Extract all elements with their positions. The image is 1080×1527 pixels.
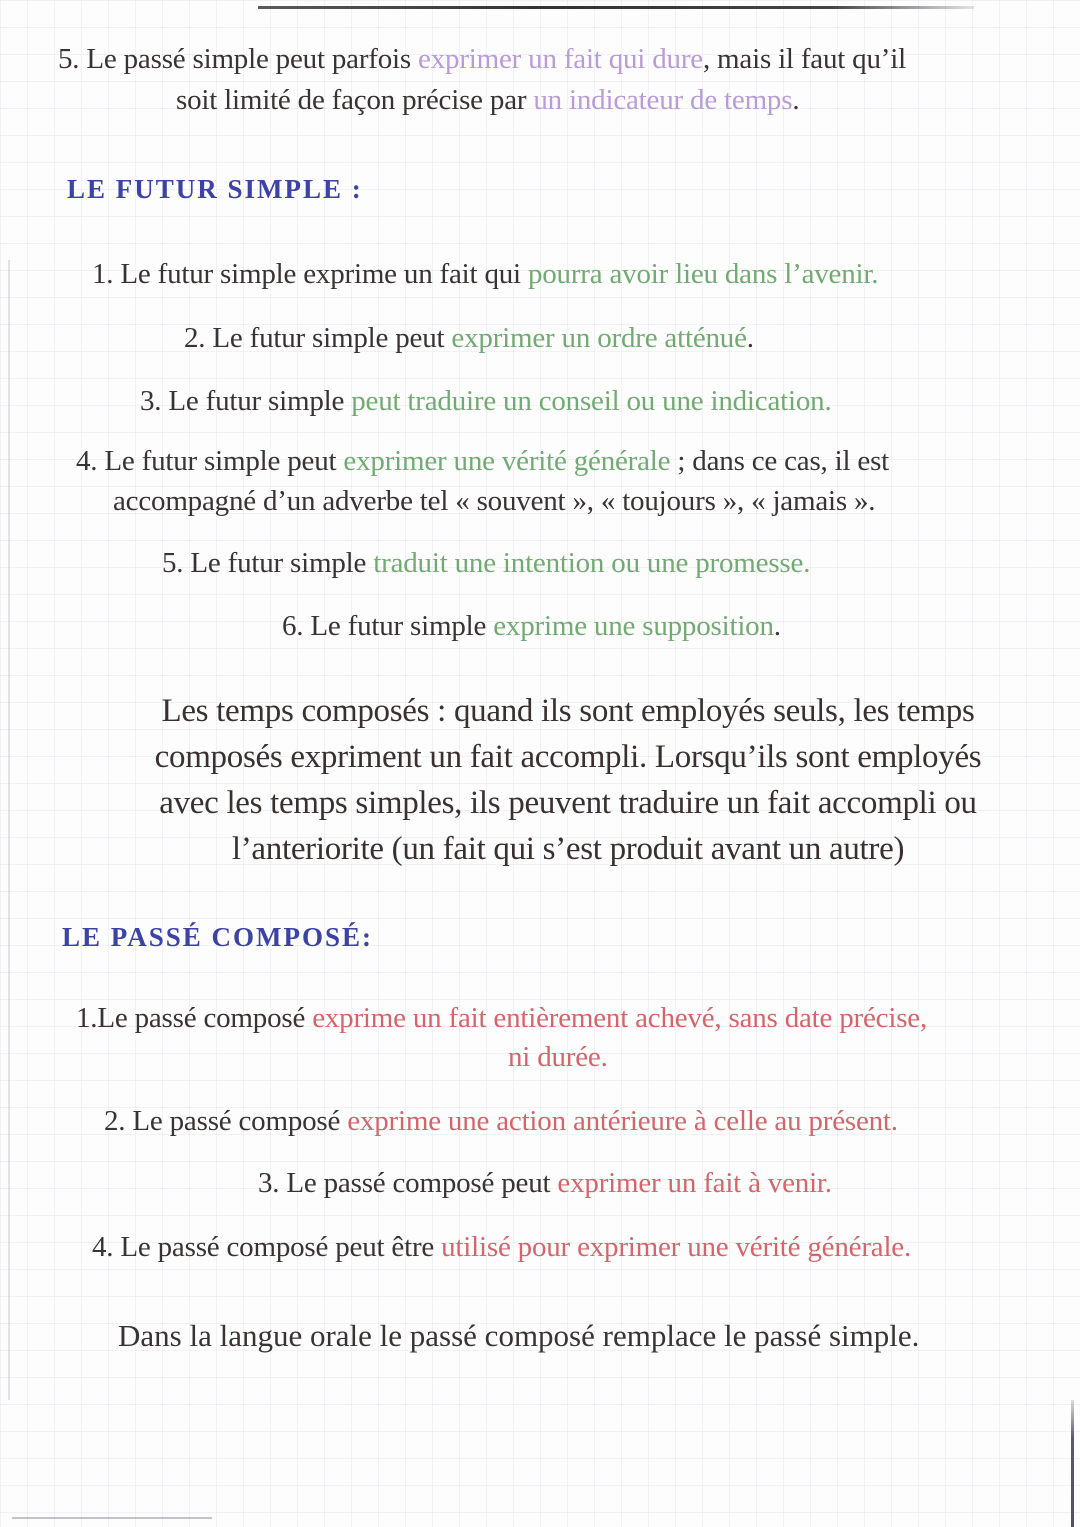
item-end: .: [773, 610, 781, 642]
item-text: 2. Le passé composé: [104, 1105, 348, 1137]
passe-compose-item-4: [92, 1227, 911, 1267]
item-end: .: [746, 322, 754, 354]
passe-compose-item-1-line-2: [508, 1037, 608, 1077]
item-end: .: [871, 258, 879, 290]
passe-compose-item-2: [104, 1101, 898, 1141]
futur-simple-item-1: [92, 254, 878, 294]
top-rule-divider: [258, 6, 974, 9]
item-text: 5. Le passé simple peut parfois: [58, 43, 419, 75]
item-highlight: un indicateur de temps: [533, 84, 793, 116]
item-text: 6. Le futur simple: [282, 610, 494, 642]
futur-simple-item-6: [282, 606, 781, 646]
item-text: 1. Le futur simple exprime un fait qui: [92, 258, 528, 290]
paragraph-line: Les temps composés : quand ils sont employés seuls, les temps: [161, 693, 975, 729]
paragraph-line: l’anteriorite (un fait qui s’est produit avant un autre): [231, 831, 905, 867]
futur-simple-item-5: [162, 543, 810, 583]
item-text: 2. Le futur simple peut: [184, 322, 452, 354]
item-highlight: pourra avoir lieu dans l’avenir: [527, 258, 872, 290]
passe-simple-item-5-line-2: [176, 80, 799, 120]
section-heading-passe-compose: LE PASSÉ COMPOSÉ:: [62, 922, 374, 952]
item-text: accompagné d’un adverbe tel « souvent », « toujours », « jamais ».: [113, 485, 876, 517]
item-text: soit limité de façon précise par: [176, 84, 534, 116]
item-end: .: [824, 385, 832, 417]
item-text: .: [792, 84, 800, 116]
item-text: 5. Le futur simple: [162, 547, 374, 579]
item-text: 3. Le futur simple: [140, 385, 352, 417]
futur-simple-item-2: [184, 318, 754, 358]
item-text: 4. Le futur simple peut: [76, 445, 344, 477]
item-highlight: ni durée.: [508, 1041, 608, 1073]
item-highlight: exprimer un fait à venir: [557, 1167, 825, 1199]
item-text: 4. Le passé composé peut être: [92, 1231, 442, 1263]
paragraph-line: avec les temps simples, ils peuvent traduire un fait accompli ou: [159, 785, 977, 821]
futur-simple-item-4-line-2: [113, 481, 875, 521]
item-highlight: exprimer une vérité générale: [343, 445, 671, 477]
paragraph-line: composés expriment un fait accompli. Lorsqu’ils sont employés: [154, 739, 982, 775]
page-right-edge: [1071, 1400, 1074, 1527]
item-text: 1.Le passé composé: [76, 1002, 313, 1034]
item-end: .: [903, 1231, 912, 1263]
passe-compose-note: Dans la langue orale le passé composé remplace le passé simple.: [118, 1318, 920, 1353]
item-highlight: exprime une supposition: [493, 610, 774, 642]
passe-simple-item-5-line-1: [58, 39, 906, 79]
page-bottom-edge: [12, 1517, 212, 1519]
item-highlight: exprimer un ordre atténué: [451, 322, 747, 354]
item-text: ; dans ce cas, il est: [670, 445, 890, 477]
item-end: .: [890, 1105, 898, 1137]
futur-simple-item-4-line-1: [76, 441, 889, 481]
item-text: 3. Le passé composé peut: [258, 1167, 558, 1199]
futur-simple-item-3: [140, 381, 832, 421]
passe-compose-item-3: [258, 1163, 832, 1203]
section-heading-futur-simple: LE FUTUR SIMPLE :: [67, 174, 363, 204]
item-end: .: [803, 547, 811, 579]
item-highlight: exprime une action antérieure à celle au présent: [347, 1105, 891, 1137]
page-left-edge: [8, 260, 10, 1400]
item-highlight: exprimer un fait qui dure: [418, 43, 703, 75]
item-text: , mais il faut qu’il: [702, 43, 906, 75]
item-highlight: traduit une intention ou une promesse: [373, 547, 804, 579]
item-highlight: peut traduire un conseil ou une indication: [351, 385, 825, 417]
item-end: .: [824, 1167, 832, 1199]
item-highlight: exprime un fait entièrement achevé, sans date précise,: [312, 1002, 928, 1034]
passe-compose-item-1-line-1: [76, 998, 927, 1038]
temps-composes-paragraph: [80, 688, 1056, 872]
item-highlight: utilisé pour exprimer une vérité générale: [441, 1231, 904, 1263]
